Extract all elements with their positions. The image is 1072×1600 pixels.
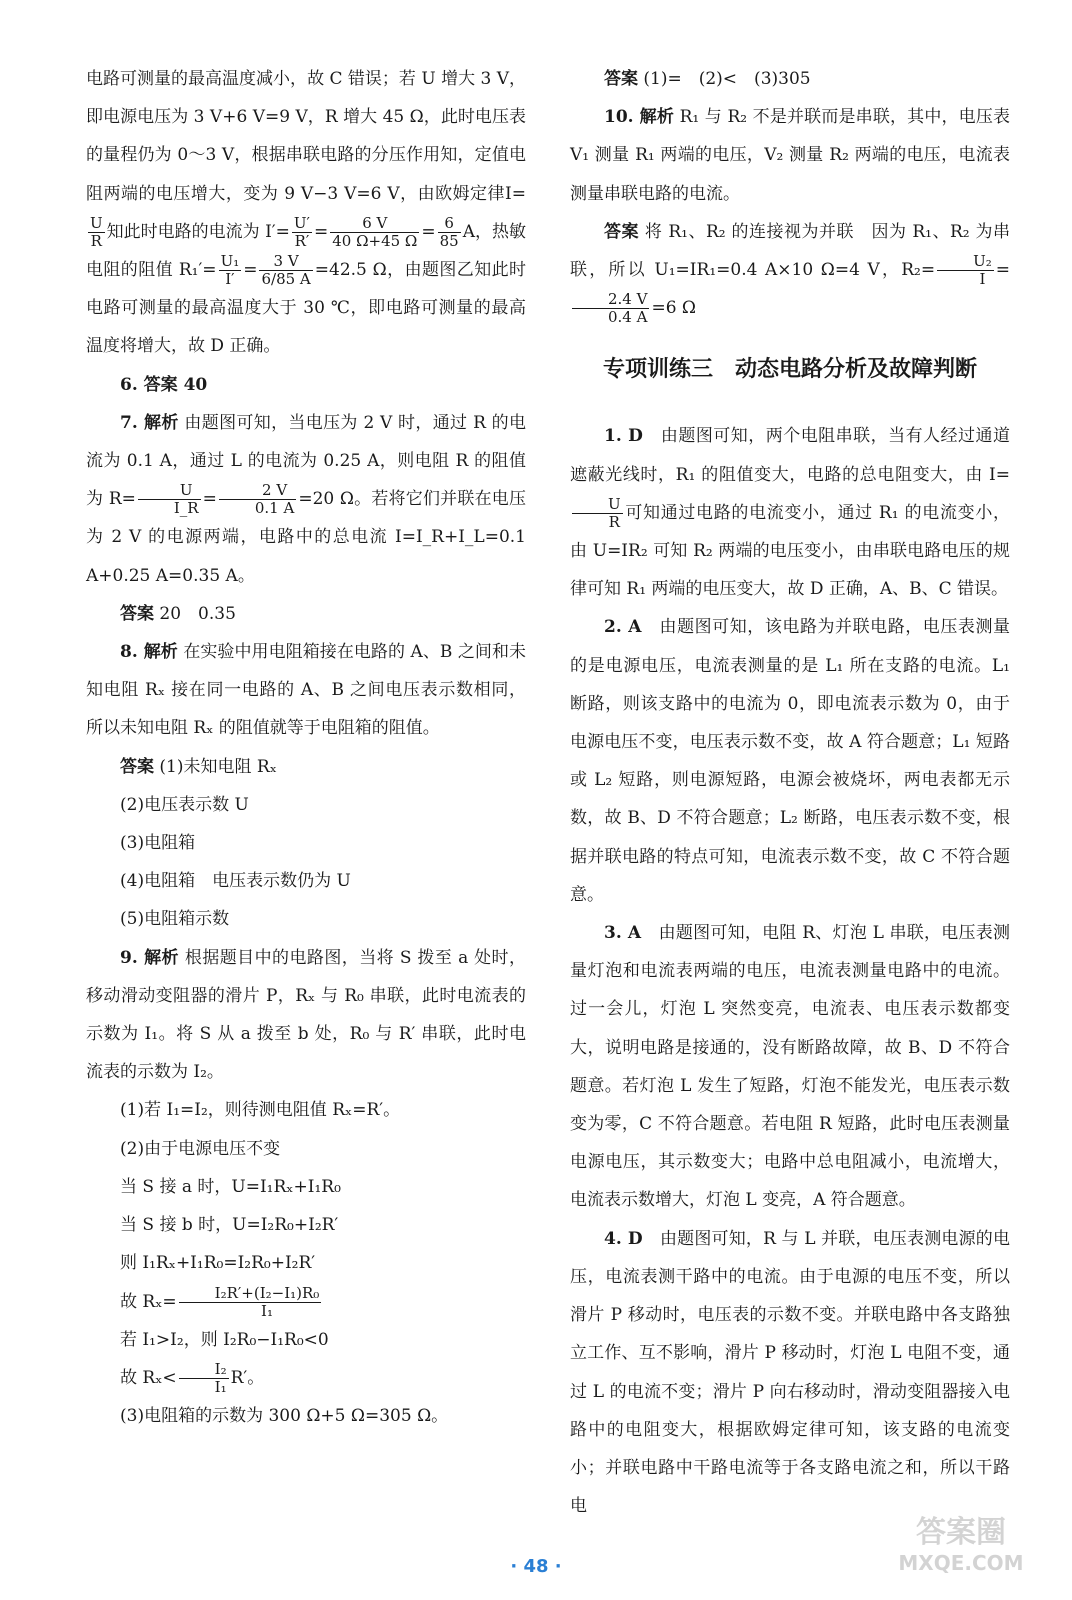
- q9-analysis: 9. 解析 根据题目中的电路图，当将 S 拨至 a 处时，移动滑动变阻器的滑片 P，Rₓ 与 R₀ 串联，此时电流表的示数为 I₁。将 S 从 a 拨至 b 处，R₀ 与 R′ 串联，此时电流表的示数为 I₂。: [86, 947, 526, 1083]
- fraction-u1-over-i: $\frac{\text{U₁}}{I'}$: [220, 252, 240, 289]
- q8-answer-4: (4)电阻箱 电压表示数仍为 U: [120, 871, 351, 892]
- fraction-u-over-ir: $\frac{U}{I\_R}$: [138, 482, 201, 517]
- fraction-u-prime: $\frac{U'}{R'}$: [293, 213, 310, 250]
- fraction-rx: $\frac{\text{I₂R′+(I₂−I₁)R₀}}{\text{I₁}}$: [179, 1285, 322, 1320]
- q5-text-3: 知此时电路的电流为 I′=: [106, 221, 290, 242]
- fraction-6v: $\frac{6 V}{40 \Omega+45 \Omega}$: [332, 213, 418, 250]
- q10-answer: 答案 将 R₁、R₂ 的连接视为并联 因为 R₁、R₂ 为串联，所以 U₁=IR₁=0.4 A×10 Ω=4 V，R₂= $\frac{\text{U₂}}{I}$ = $\frac{2.4 V}{0.4 A}$ =6 Ω: [570, 221, 1011, 327]
- q8-label: 8. 解析: [120, 642, 178, 663]
- fraction-u-over-r-2: $\frac{U}{R}$: [572, 496, 623, 531]
- fraction-i2-over-i1: $\frac{\text{I₂}}{\text{I₁}}$: [179, 1361, 229, 1396]
- page-number: · 48 ·: [510, 1556, 562, 1577]
- q8-answer-3: (3)电阻箱: [120, 833, 196, 854]
- fraction-3v: $\frac{3 V}{6/85 A}$: [261, 252, 311, 289]
- q9-step-4: 当 S 接 b 时，U=I₂R₀+I₂R′: [120, 1215, 339, 1236]
- section-title: 专项训练三 动态电路分析及故障判断: [602, 357, 977, 383]
- q7-analysis: 7. 解析 由题图可知，当电压为 2 V 时，通过 R 的电流为 0.1 A，通过 L 的电流为 0.25 A，则电阻 R 的阻值为 R= $\frac{U}{I\_R}$ = $\frac{2 V}{0.1 A}$ =20 Ω。若将它们并联在电压为 2 V 的电源两端，电路中的总电流 I=I_R+I_L=0.1 A+0.25 A=0.35 A。: [86, 412, 527, 586]
- q9-step-9: (3)电阻箱的示数为 300 Ω+5 Ω=305 Ω。: [120, 1406, 449, 1427]
- watermark-logo: [876, 1508, 1046, 1578]
- right-column: [570, 60, 1010, 1525]
- q7-answer: 答案 20 0.35: [120, 603, 236, 624]
- q5-text-5: =42.5 Ω，由题图乙知此时电路可测量的最高温度大于 30 ℃，即电路可测量的最高温度将增大，故 D 正确。: [86, 260, 526, 357]
- q9-step-3: 当 S 接 a 时，U=I₁Rₓ+I₁R₀: [120, 1176, 341, 1197]
- q9-step-2: (2)由于电源电压不变: [120, 1138, 281, 1159]
- watermark-text-1: 答案圈: [916, 1515, 1006, 1550]
- q7-label: 7. 解析: [120, 412, 179, 433]
- fraction-u-over-r: $\frac{U}{R}$: [90, 213, 103, 250]
- q8-answer-2: (2)电压表示数 U: [120, 794, 249, 815]
- q10-label: 10. 解析: [604, 107, 674, 128]
- watermark-text-2: MXQE.COM: [898, 1551, 1024, 1575]
- fraction-2v: $\frac{2 V}{0.1 A}$: [219, 482, 296, 517]
- q5-text-1: 电路可测量的最高温度减小，故 C 错误；若 U 增大 3 V，即电源电压为 3 V+6 V=9 V，R 增大 45 Ω，此时电压表的量程仍为 0～3 V，根据串联电路的分压作用知，定值电阻两端的电压增大，变为 9 V−3 V=6 V，由欧姆定律: [86, 69, 526, 204]
- s2-answer: 2. A 由题图可知，该电路为并联电路，电压表测量的是电源电压，电流表测量的是 L₁ 所在支路的电流。L₁ 断路，则该支路中的电流为 0，即电流表示数为 0，由于电源电压不变，电压表示数不变，故 A 符合题意；L₁ 短路或 L₂ 短路，则电源短路，电源会被烧坏，两电表都无示数，故 B、D 不符合题意；L₂ 断路，电压表示数不变，根据并联电路的特点可知，电流表示数不变，故 C 不符合题意。: [570, 617, 1011, 905]
- q9-step-5: 则 I₁Rₓ+I₁R₀=I₂R₀+I₂R′: [120, 1253, 316, 1274]
- q9-answer: 答案 (1)= (2)< (3)305: [604, 69, 811, 89]
- q9-step-1: (1)若 I₁=I₂，则待测电阻值 Rₓ=R′。: [120, 1100, 401, 1121]
- s4-answer: 4. D 由题图可知，R 与 L 并联，电压表测电源的电压，电流表测干路中的电流。由于电源的电压不变，所以滑片 P 移动时，电压表的示数不变。并联电路中各支路独立工作、互不影响，滑片 P 移动时，灯泡 L 电阻不变，通过 L 的电流不变；滑片 P 向右移动时，滑动变阻器接入电路中的电阻变大，根据欧姆定律可知，该支路的电流变小；并联电路中干路电流等于各支路电流之和，所以干路电: [570, 1228, 1010, 1517]
- q8-answer-5: (5)电阻箱示数: [120, 909, 230, 930]
- q5-text-2: I=: [505, 183, 526, 204]
- q5-continuation: 电路可测量的最高温度减小，故 C 错误；若 U 增大 3 V，即电源电压为 3 V+6 V=9 V，R 增大 45 Ω，此时电压表的量程仍为 0～3 V，根据串联电路的分压作用知，定值电阻两端的电压增大，变为 9 V−3 V=6 V，由欧姆定律I= $\frac{U}{R}$ 知此时电路的电流为 I′= $\frac{U'}{R'}$ = $\frac{6 V}{40 \Omega+45 \Omega}$ = $\frac{6}{85}$ A，热敏电阻的阻值 R₁′= $\frac{\text{U₁}}{I'}$ = $\frac{3 V}{6/85 A}$ =42.5 Ω，由题图乙知此时电路可测量的最高温度大于 30 ℃，即电路可测量的最高温度将增大，故 D 正确。: [86, 69, 526, 357]
- fraction-u2-over-i: $\frac{\text{U₂}}{I}$: [937, 253, 994, 288]
- q8-analysis: 8. 解析 在实验中用电阻箱接在电路的 A、B 之间和未知电阻 Rₓ 接在同一电路的 A、B 之间电压表示数相同，所以未知电阻 Rₓ 的阻值就等于电阻箱的阻值。: [86, 642, 527, 739]
- s3-answer: 3. A 由题图可知，电阻 R、灯泡 L 串联，电压表测量灯泡和电流表两端的电压，电流表测量电路中的电流。过一会儿，灯泡 L 突然变亮，电流表、电压表示数都变大，说明电路是接通的，没有断路故障，故 B、D 不符合题意。若灯泡 L 发生了短路，灯泡不能发光，电压表示数变为零，C 不符合题意。若电阻 R 短路，此时电压表测量电源电压，其示数变大；电路中总电阻减小，电流增大，电流表示数增大，灯泡 L 变亮，A 符合题意。: [570, 923, 1011, 1211]
- q9-step-6: 故 Rₓ= $\frac{\text{I₂R′+(I₂−I₁)R₀}}{\text{I₁}}$: [120, 1283, 320, 1320]
- q10-analysis: 10. 解析 R₁ 与 R₂ 不是并联而是串联，其中，电压表 V₁ 测量 R₁ 两端的电压，V₂ 测量 R₂ 两端的电压，电流表测量串联电路的电流。: [570, 107, 1010, 204]
- q6-answer: 6. 答案 40: [120, 374, 208, 395]
- fraction-6-85: $\frac{6}{85}$: [439, 213, 459, 250]
- q5-text-4: A，热敏电阻的阻值 R₁′=: [86, 221, 526, 281]
- fraction-2-4v: $\frac{2.4 V}{0.4 A}$: [572, 291, 649, 326]
- q9-step-7: 若 I₁>I₂，则 I₂R₀−I₁R₀<0: [120, 1329, 329, 1350]
- left-column: [86, 60, 526, 1435]
- q9-step-8: 故 Rₓ< $\frac{\text{I₂}}{\text{I₁}}$ R′。: [120, 1359, 265, 1396]
- q9-label: 9. 解析: [120, 947, 179, 968]
- s1-answer: 1. D 由题图可知，两个电阻串联，当有人经过通道遮蔽光线时，R₁ 的阻值变大，电路的总电阻变大，由 I= $\frac{U}{R}$ 可知通过电路的电流变小，通过 R₁ 的电流变小，由 U=IR₂ 可知 R₂ 两端的电压变小，由串联电路电压的规律可知 R₁ 两端的电压变大，故 D 正确，A、B、C 错误。: [570, 426, 1010, 600]
- q8-answer-1: 答案 (1)未知电阻 Rₓ: [120, 756, 277, 777]
